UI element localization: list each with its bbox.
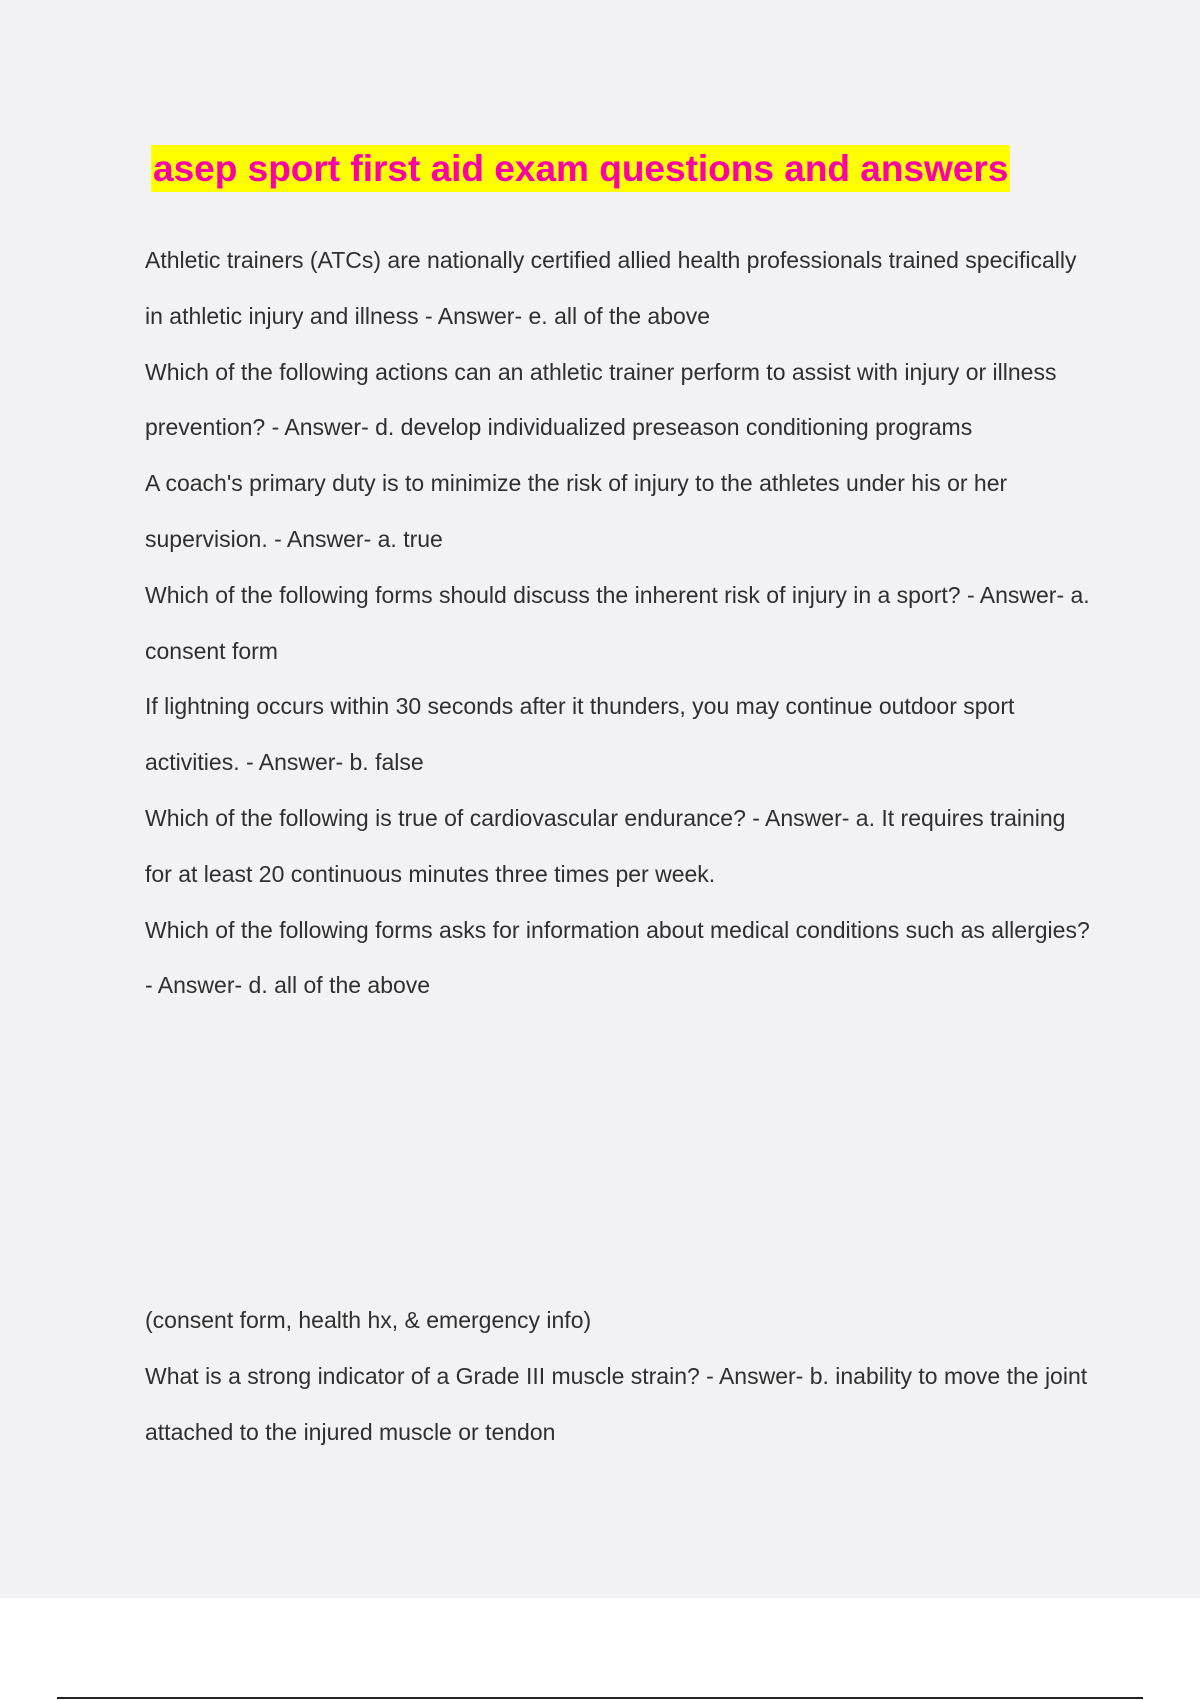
footer-divider [57,1697,1143,1699]
qa-item: What is a strong indicator of a Grade III muscle strain? - Answer- b. inability to move the joint attached to the injured muscle or tendon [145,1362,1088,1445]
qa-item: Which of the following is true of cardiovascular endurance? - Answer- a. It requires training for at least 20 continuous minutes three times per week. [145,804,1066,887]
qa-item: Athletic trainers (ATCs) are nationally certified allied health professionals trained specifically in athletic injury and illness - Answer- e. all of the above [145,247,1077,329]
page-title: asep sport first aid exam questions and answers [151,145,1010,192]
qa-block-main [145,233,1095,1014]
qa-item: Which of the following actions can an athletic trainer perform to assist with injury or illness prevention? - Answer- d. develop individualized preseason conditioning programs [145,358,1057,441]
qa-item: (consent form, health hx, & emergency info) [145,1307,592,1333]
qa-item: If lightning occurs within 30 seconds after it thunders, you may continue outdoor sport activities. - Answer- b. false [145,693,1015,776]
qa-block-continued [145,1293,1095,1460]
qa-item: A coach's primary duty is to minimize the risk of injury to the athletes under his or her supervision. - Answer- a. true [145,470,1008,552]
qa-item: Which of the following forms should discuss the inherent risk of injury in a sport? - Answer- a. consent form [145,581,1090,664]
qa-item: Which of the following forms asks for information about medical conditions such as allergies? - Answer- d. all of the above [145,916,1090,999]
